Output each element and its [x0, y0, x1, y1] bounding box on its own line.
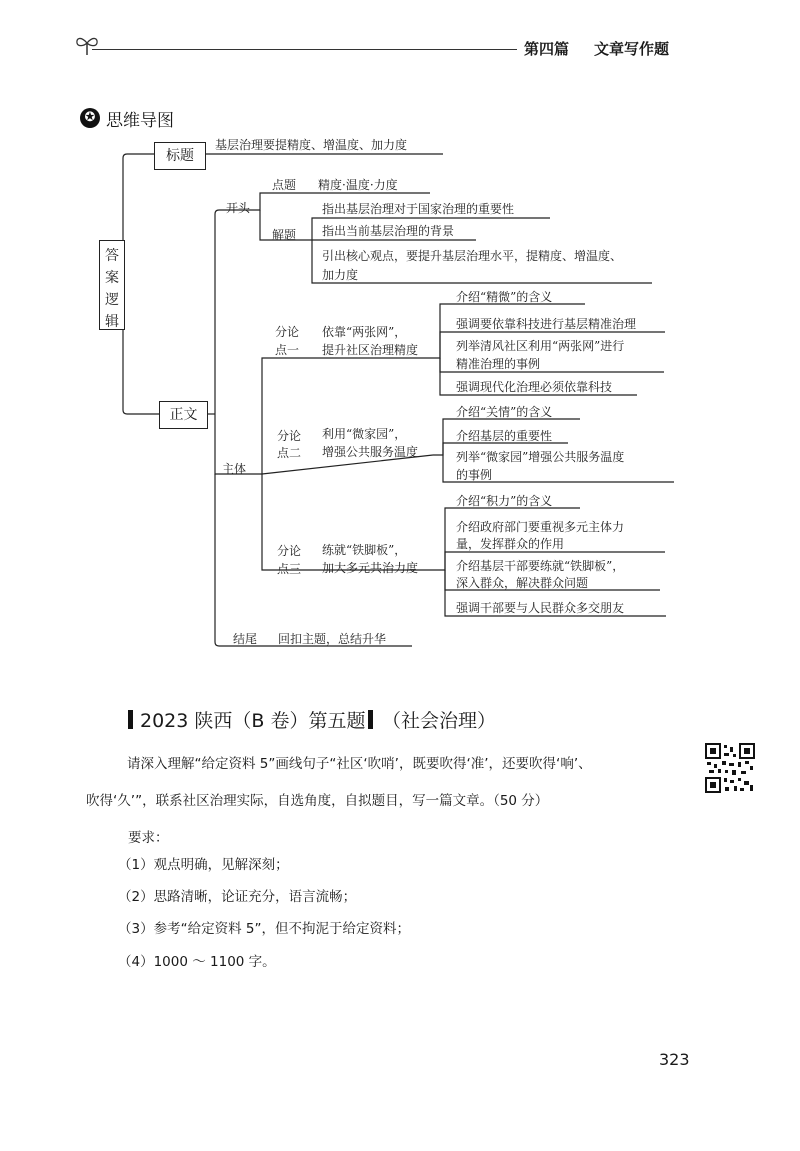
title-marker-left: [128, 710, 133, 729]
point3-label: 点三: [277, 562, 302, 576]
point3-item: 强调干部要与人民群众多交朋友: [456, 601, 625, 615]
requirement-item: （1）观点明确，见解深刻；: [118, 857, 289, 873]
requirement-item: （2）思路清晰，论证充分，语言流畅；: [118, 889, 357, 905]
explain-label: 解题: [272, 228, 297, 242]
point1-item: 强调现代化治理必须依靠科技: [456, 380, 613, 394]
explain-item: 引出核心观点，要提升基层治理水平，提精度、增温度、: [322, 249, 623, 263]
explain-item: 指出当前基层治理的背景: [322, 224, 455, 238]
header-part: 第四篇: [524, 40, 570, 58]
ending-text: 回扣主题，总结升华: [278, 632, 387, 646]
title-text: 基层治理要提精度、增温度、加力度: [215, 138, 408, 152]
point1-text: 提升社区治理精度: [322, 343, 419, 357]
question-prompt: 请深入理解“给定资料 5”画线句子“社区‘吹哨’，既要吹得‘准’，还要吹得‘响’、: [127, 756, 592, 772]
point3-item: 量，发挥群众的作用: [456, 537, 565, 551]
point-text: 精度·温度·力度: [318, 178, 398, 192]
title-marker-right: [368, 710, 373, 729]
point2-item: 介绍基层的重要性: [456, 429, 553, 443]
point3-text: 加大多元共治力度: [322, 561, 419, 575]
point1-item: 强调要依靠科技进行基层精准治理: [456, 317, 637, 331]
explain-item: 指出基层治理对于国家治理的重要性: [322, 202, 515, 216]
point1-text: 依靠“两张网”，: [322, 325, 407, 339]
question-tag: （社会治理）: [382, 710, 497, 732]
point1-item: 介绍“精微”的含义: [456, 290, 553, 304]
point-label: 点题: [272, 178, 297, 192]
point2-label: 分论: [277, 429, 302, 443]
requirement-item: （4）1000 ～ 1100 字。: [118, 954, 276, 970]
requirements-label: 要求：: [128, 830, 169, 846]
header-section: 文章写作题: [594, 40, 670, 58]
point2-item: 的事例: [456, 468, 493, 482]
point2-item: 介绍“关情”的含义: [456, 405, 553, 419]
title-node: 标题: [154, 142, 206, 170]
root-char-1: 答: [105, 248, 119, 264]
explain-item: 加力度: [322, 268, 359, 282]
point1-label: 分论: [275, 325, 300, 339]
root-char-3: 逻: [105, 292, 119, 308]
opening-label: 开头: [226, 201, 251, 215]
point1-item: 列举清风社区利用“两张网”进行: [456, 339, 625, 353]
qr-code[interactable]: [705, 743, 755, 793]
root-node: [99, 240, 125, 330]
root-char-4: 辑: [105, 314, 119, 330]
point2-label: 点二: [277, 446, 302, 460]
page-number: 323: [659, 1050, 690, 1069]
body-node: 正文: [159, 401, 208, 429]
point2-text: 利用“微家园”，: [322, 427, 407, 441]
point2-item: 列举“微家园”增强公共服务温度: [456, 450, 625, 464]
requirement-item: （3）参考“给定资料 5”，但不拘泥于给定资料；: [118, 921, 410, 937]
point1-item: 精准治理的事例: [456, 357, 541, 371]
mind-map-heading: 思维导图: [106, 111, 174, 131]
point2-text: 增强公共服务温度: [322, 445, 419, 459]
point3-item: 介绍“积力”的含义: [456, 494, 553, 508]
point3-text: 练就“铁脚板”，: [322, 543, 407, 557]
point3-item: 介绍基层干部要练就“铁脚板”，: [456, 559, 625, 573]
point3-label: 分论: [277, 544, 302, 558]
point3-item: 介绍政府部门要重视多元主体力: [456, 520, 625, 534]
point1-label: 点一: [275, 343, 300, 357]
point3-item: 深入群众，解决群众问题: [456, 576, 589, 590]
mind-map-badge-icon: ✪: [80, 108, 100, 128]
main-label: 主体: [222, 462, 247, 476]
ending-label: 结尾: [233, 632, 258, 646]
question-title: 2023 陕西（B 卷）第五题: [140, 710, 366, 732]
question-prompt: 吹得‘久’”，联系社区治理实际，自选角度，自拟题目，写一篇文章。（50 分）: [86, 793, 549, 809]
root-char-2: 案: [105, 270, 119, 286]
